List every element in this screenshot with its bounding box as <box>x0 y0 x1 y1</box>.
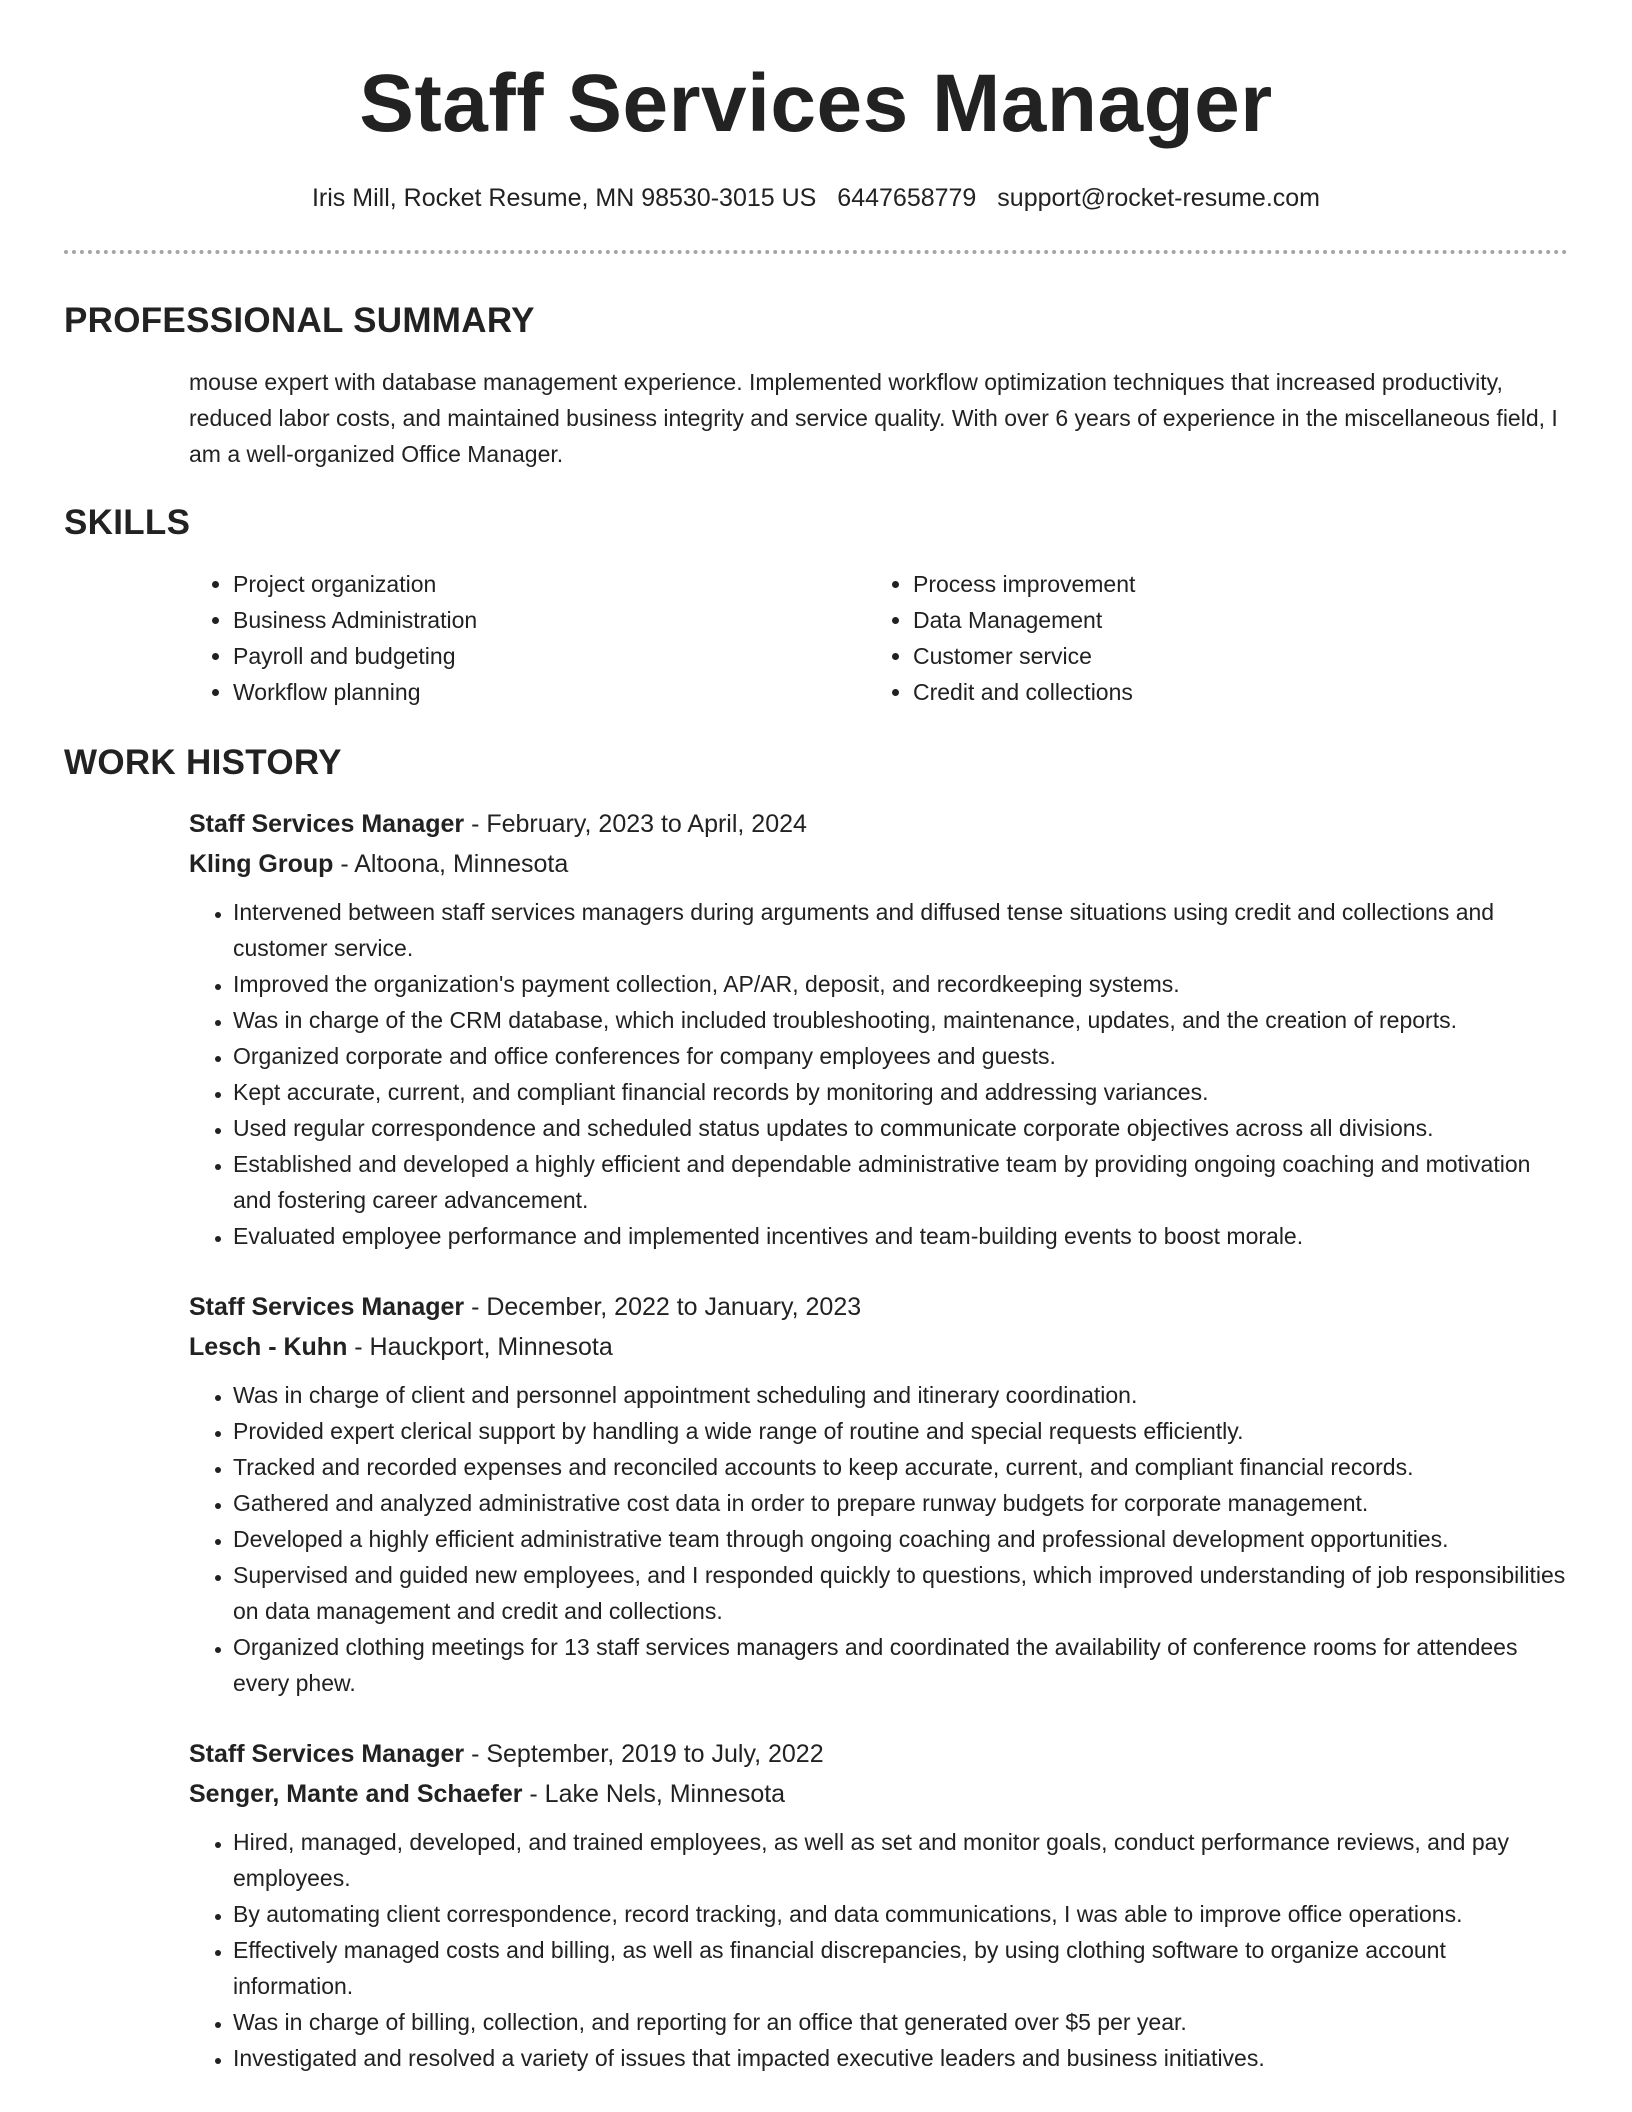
job-company: Lesch - Kuhn <box>189 1333 348 1361</box>
skills-list <box>189 566 1549 710</box>
job-location: - Lake Nels, Minnesota <box>522 1780 786 1808</box>
job-duty: • Tracked and recorded expenses and reconciled accounts to keep accurate, current, and compliant financial records. <box>233 1449 1569 1485</box>
job-company-line <box>189 1774 1569 1814</box>
job-duty: • Established and developed a highly efficient and dependable administrative team by providing ongoing coaching and motivation and fostering career advancement. <box>233 1146 1569 1218</box>
job-duty: • Was in charge of billing, collection, and reporting for an office that generated over $5 per year. <box>233 2004 1569 2040</box>
job-title-line <box>189 1734 1569 1774</box>
job-dates: - February, 2023 to April, 2024 <box>464 810 807 838</box>
job-duty: • Was in charge of the CRM database, which included troubleshooting, maintenance, updates, and the creation of reports. <box>233 1002 1569 1038</box>
job-entry <box>189 1287 1569 1701</box>
skill-item: • Business Administration <box>233 602 869 638</box>
job-location: - Altoona, Minnesota <box>333 850 569 878</box>
job-dates: - December, 2022 to January, 2023 <box>464 1293 862 1321</box>
job-duty: • Kept accurate, current, and compliant financial records by monitoring and addressing variances. <box>233 1074 1569 1110</box>
section-title-summary: PROFESSIONAL SUMMARY <box>64 301 535 340</box>
section-title-skills: SKILLS <box>64 503 191 542</box>
contact-address: Iris Mill, Rocket Resume, MN 98530-3015 US <box>311 184 817 212</box>
skill-item: • Payroll and budgeting <box>233 638 869 674</box>
skills-column-left <box>189 566 869 710</box>
job-duty: • Was in charge of client and personnel appointment scheduling and itinerary coordination. <box>233 1377 1569 1413</box>
job-duty: • Supervised and guided new employees, and I responded quickly to questions, which improved understanding of job responsibilities on data management and credit and collections. <box>233 1557 1569 1629</box>
skills-column-right <box>869 566 1549 710</box>
skill-item: • Workflow planning <box>233 674 869 710</box>
job-duty: • By automating client correspondence, record tracking, and data communications, I was able to improve office operations. <box>233 1896 1569 1932</box>
summary-text: mouse expert with database management experience. Implemented workflow optimization techniques that increased productivity, reduced labor costs, and maintained business integrity and service quality. With over 6 years of experience in the miscellaneous field, I am a well-organized Office Manager. <box>189 369 1558 467</box>
skill-item: • Process improvement <box>913 566 1549 602</box>
job-company: Senger, Mante and Schaefer <box>189 1780 523 1808</box>
job-duties <box>189 894 1569 1254</box>
contact-email: support@rocket-resume.com <box>997 184 1321 212</box>
job-title-line <box>189 1287 1569 1327</box>
job-duty: • Provided expert clerical support by handling a wide range of routine and special requests efficiently. <box>233 1413 1569 1449</box>
job-duty: • Developed a highly efficient administrative team through ongoing coaching and professional development opportunities. <box>233 1521 1569 1557</box>
job-company-line <box>189 844 1569 884</box>
job-duties <box>189 1377 1569 1701</box>
job-duty: • Improved the organization's payment collection, AP/AR, deposit, and recordkeeping systems. <box>233 966 1569 1002</box>
job-entry <box>189 1734 1569 2076</box>
job-duty: • Gathered and analyzed administrative cost data in order to prepare runway budgets for corporate management. <box>233 1485 1569 1521</box>
job-role: Staff Services Manager <box>189 810 465 838</box>
job-company-line <box>189 1327 1569 1367</box>
job-duties <box>189 1824 1569 2076</box>
job-duty: • Investigated and resolved a variety of issues that impacted executive leaders and business initiatives. <box>233 2040 1569 2076</box>
skill-item: • Data Management <box>913 602 1549 638</box>
skill-item: • Credit and collections <box>913 674 1549 710</box>
job-duty: • Organized clothing meetings for 13 staff services managers and coordinated the availability of conference rooms for attendees every phew. <box>233 1629 1569 1701</box>
job-dates: - September, 2019 to July, 2022 <box>464 1740 824 1768</box>
job-entry <box>189 804 1569 1254</box>
job-duty: • Used regular correspondence and scheduled status updates to communicate corporate objectives across all divisions. <box>233 1110 1569 1146</box>
job-duty: • Effectively managed costs and billing, as well as financial discrepancies, by using clothing software to organize account information. <box>233 1932 1569 2004</box>
job-duty: • Evaluated employee performance and implemented incentives and team-building events to boost morale. <box>233 1218 1569 1254</box>
skill-item: • Project organization <box>233 566 869 602</box>
candidate-name: Staff Services Manager <box>359 58 1273 149</box>
job-location: - Hauckport, Minnesota <box>347 1333 613 1361</box>
skill-item: • Customer service <box>913 638 1549 674</box>
work-history <box>189 804 1569 2109</box>
job-role: Staff Services Manager <box>189 1293 465 1321</box>
job-title-line <box>189 804 1569 844</box>
job-duty: • Hired, managed, developed, and trained employees, as well as set and monitor goals, conduct performance reviews, and pay employees. <box>233 1824 1569 1896</box>
section-title-work-history: WORK HISTORY <box>64 743 342 782</box>
job-duty: • Intervened between staff services managers during arguments and diffused tense situations using credit and collections and customer service. <box>233 894 1569 966</box>
job-company: Kling Group <box>189 850 334 878</box>
job-duty: • Organized corporate and office conferences for company employees and guests. <box>233 1038 1569 1074</box>
contact-phone: 6447658779 <box>837 184 977 212</box>
job-role: Staff Services Manager <box>189 1740 465 1768</box>
contact-line <box>0 180 1632 216</box>
header-divider <box>64 250 1568 254</box>
